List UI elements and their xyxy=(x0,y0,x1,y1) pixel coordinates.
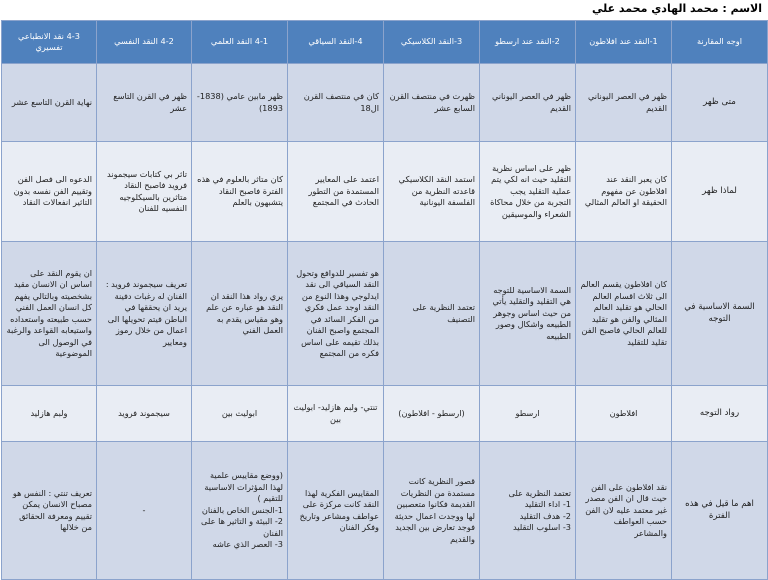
table-row xyxy=(2,64,768,142)
row-label: رواد التوجه xyxy=(672,386,768,442)
row-label: متى ظهر xyxy=(672,64,768,142)
table-cell: ظهرت في منتصف القرن السابع عشر xyxy=(384,64,480,142)
header-cell: 1-النقد عند افلاطون xyxy=(576,21,672,64)
table-cell: تعريف سيجموند فرويد : الفنان له رغبات دفينة يريد ان يحققها في الباطن فيتم تحويلها الى اعمال من خلال رموز ومعايير xyxy=(97,242,192,386)
table-cell: كان متاثر بالعلوم في هذه الفترة فاصبح النقاد يتشبهون بالعلم xyxy=(192,142,288,242)
table-cell: تعريف تنتي : النفس هو مصباح الانسان يمكن تقييم ومعرفة الحقائق من خلالها xyxy=(2,442,97,580)
header-cell: اوجه المقارنة xyxy=(672,21,768,64)
table-cell: نهاية القرن التاسع عشر xyxy=(2,64,97,142)
table-cell: قصور النظرية كانت مستمدة من النظريات القديمة فكانوا متعصبين لها ووجدت اعمال حديثة فوجد تعارض بين الجديد والقديم xyxy=(384,442,480,580)
table-cell: ظهر في العصر اليوناني القديم xyxy=(480,64,576,142)
table-cell: ظهر مابين عامي (1838-1893) xyxy=(192,64,288,142)
table-cell: ابوليث بين xyxy=(192,386,288,442)
table-cell: تعتمد النظرية على 1- اداء التقليد 2- هدف التقليد 3- اسلوب التقليد xyxy=(480,442,576,580)
student-name: الاسم : محمد الهادي محمد علي xyxy=(591,2,762,15)
table-cell: افلاطون xyxy=(576,386,672,442)
table-cell: ظهر على اساس نظرية التقليد حيث انه لكي يتم عملية التقليد يجب التجربة من خلال محاكاة الشعراء والموسيقين xyxy=(480,142,576,242)
table-cell: سيجموند فرويد xyxy=(97,386,192,442)
table-cell: تعتمد النظرية على التصنيف xyxy=(384,242,480,386)
table-cell: يري رواد هذا النقد ان النقد هو عباره عن علم وهو مقياس يقدم به العمل الفني xyxy=(192,242,288,386)
table-cell: نقد افلاطون على الفن حيث قال ان الفن مصدر غير معتمد عليه لان الفن حسب العواطف والمشاعر xyxy=(576,442,672,580)
header-cell: 4-النقد السياقي xyxy=(288,21,384,64)
row-label: السمة الاساسية في التوجه xyxy=(672,242,768,386)
row-label: لماذا ظهر xyxy=(672,142,768,242)
table-cell: ارسطو xyxy=(480,386,576,442)
table-cell: ان يقوم النقد على اساس ان الانسان مقيد بشخصيته وبالتالي يفهم كل انسان العمل الفني حسب طبيعته واستعداده واستيعابه القواعد والرغبة في الوصول الى الموضوعية xyxy=(2,242,97,386)
header-row xyxy=(2,21,768,64)
header-cell: 3-النقد الكلاسيكي xyxy=(384,21,480,64)
table-cell: الدعوه الى فصل الفن وتقييم الفن نفسه بدون التاثير انفعالات النقاد xyxy=(2,142,97,242)
header-cell: 4-2 النقد النفسي xyxy=(97,21,192,64)
table-cell: كان في منتصف القرن ال18 xyxy=(288,64,384,142)
table-cell: ظهر في العصر اليوناني القديم xyxy=(576,64,672,142)
table-cell: المقاييس الفكرية لهذا النقد كانت مركزة على عواطف ومشاعر وتاريخ وفكر الفنان xyxy=(288,442,384,580)
header-cell: 2-النقد عند ارسطو xyxy=(480,21,576,64)
table-row xyxy=(2,442,768,580)
header-cell: 4-3 نقد الانطباعي تفسيري xyxy=(2,21,97,64)
table-cell: اعتمد على المعايير المستمدة من التطور الحادث في المجتمع xyxy=(288,142,384,242)
header-cell: 4-1 النقد العلمي xyxy=(192,21,288,64)
table-cell: كان يعبر النقد عند افلاطون عن مفهوم الحقيقة او العالم المثالي xyxy=(576,142,672,242)
table-cell: ظهر في القرن التاسع عشر xyxy=(97,64,192,142)
table-cell: - xyxy=(97,442,192,580)
table-cell: تاثر بي كتابات سيجموند فرويد فاصبح النقاد متاثرين بالسيكلوجيه النفسيه للفنان xyxy=(97,142,192,242)
row-label: اهم ما قيل في هذه الفترة xyxy=(672,442,768,580)
table-cell: (ارسطو - افلاطون) xyxy=(384,386,480,442)
table-row xyxy=(2,242,768,386)
table-cell: تنتي- ولبم هازليد- ابوليث بين xyxy=(288,386,384,442)
table-row xyxy=(2,386,768,442)
table-cell: كان افلاطون يقسم العالم الى ثلاث اقسام العالم الحالي هو تقليد العالم المثالي والفن هو تقليد للعالم الحالي فاصبح الفن تقليد للتقليد xyxy=(576,242,672,386)
table-cell: (ووضع مقاييس علمية لهذا المؤثرات الاساسية للتقيم ) 1-الجنس الخاص بالفنان 2- البيئة و التاثير ها على الفنان 3- العصر الذي عاشه xyxy=(192,442,288,580)
table-row xyxy=(2,142,768,242)
table-cell: هو تفسير للدوافع وتحول النقد السياقي الى نقد ايدلوجي وهذا النوع من النقد اوجد عمل فكري من الفكر السائد في المجتمع واصبح الفنان بذلك تقيمه على اساس فكره من المجتمع xyxy=(288,242,384,386)
table-cell: السمة الاساسية للتوجه هي التقليد والتقليد يأتي من حيث اساس وجوهر الطبيعه واشكال وصور الطبيعه xyxy=(480,242,576,386)
table-cell: ولبم هازليد xyxy=(2,386,97,442)
table-cell: استمد النقد الكلاسيكي قاعدته النظرية من الفلسفة اليونانية xyxy=(384,142,480,242)
comparison-table xyxy=(1,20,768,580)
